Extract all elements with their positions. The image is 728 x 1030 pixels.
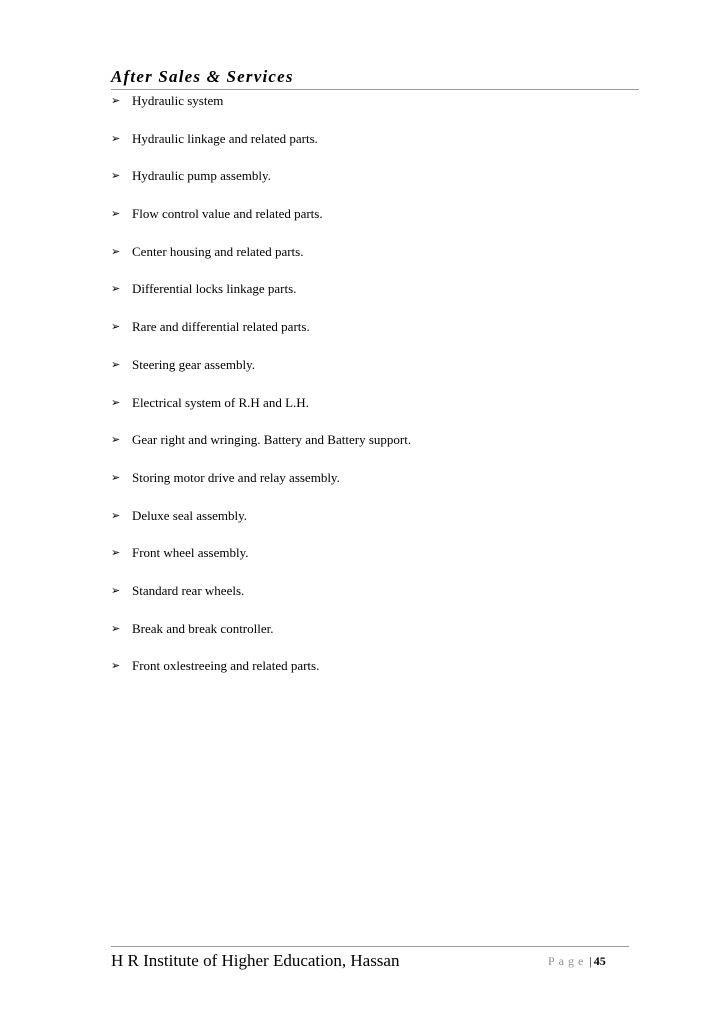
list-item-text: Front wheel assembly.	[132, 545, 249, 561]
list-item-text: Front oxlestreeing and related parts.	[132, 658, 320, 674]
arrow-bullet-icon: ➢	[111, 131, 121, 145]
list-item-text: Rare and differential related parts.	[132, 319, 310, 335]
list-item-text: Flow control value and related parts.	[132, 206, 323, 222]
list-item-text: Electrical system of R.H and L.H.	[132, 394, 309, 410]
header-divider	[111, 89, 639, 90]
list-item	[111, 393, 411, 431]
list-item	[111, 317, 411, 355]
page-separator: |	[589, 954, 592, 968]
list-item	[111, 355, 411, 393]
list-item-text: Standard rear wheels.	[132, 582, 245, 598]
list-item-text: Deluxe seal assembly.	[132, 507, 248, 523]
page-number: 45	[593, 954, 606, 968]
arrow-bullet-icon: ➢	[111, 583, 121, 597]
footer-divider	[111, 946, 629, 947]
arrow-bullet-icon: ➢	[111, 546, 121, 560]
arrow-bullet-icon: ➢	[111, 169, 121, 183]
list-item-text: Hydraulic linkage and related parts.	[132, 130, 318, 146]
arrow-bullet-icon: ➢	[111, 433, 121, 447]
arrow-bullet-icon: ➢	[111, 244, 121, 258]
arrow-bullet-icon: ➢	[111, 94, 121, 107]
list-item	[111, 204, 411, 242]
list-item	[111, 129, 411, 167]
list-item	[111, 91, 411, 129]
footer-institution: H R Institute of Higher Education, Hassan	[111, 951, 400, 970]
list-item-text: Center housing and related parts.	[132, 243, 304, 259]
list-item-text: Differential locks linkage parts.	[132, 281, 297, 297]
arrow-bullet-icon: ➢	[111, 508, 121, 522]
arrow-bullet-icon: ➢	[111, 621, 121, 635]
list-item	[111, 166, 411, 204]
list-item-text: Hydraulic system	[132, 93, 224, 108]
page-label: Page	[548, 954, 588, 968]
header-title: After Sales & Services	[111, 67, 294, 86]
list-item-text: Break and break controller.	[132, 620, 274, 636]
page-indicator	[548, 953, 606, 969]
list-item	[111, 581, 411, 619]
arrow-bullet-icon: ➢	[111, 207, 121, 221]
arrow-bullet-icon: ➢	[111, 357, 121, 371]
arrow-bullet-icon: ➢	[111, 320, 121, 334]
arrow-bullet-icon: ➢	[111, 395, 121, 409]
list-item-text: Steering gear assembly.	[132, 356, 255, 372]
list-item-text: Storing motor drive and relay assembly.	[132, 469, 340, 485]
list-item-text: Hydraulic pump assembly.	[132, 168, 271, 184]
list-item	[111, 279, 411, 317]
list-item	[111, 543, 411, 581]
list-item-text: Gear right and wringing. Battery and Battery support.	[132, 432, 412, 448]
list-item	[111, 506, 411, 544]
arrow-bullet-icon: ➢	[111, 282, 121, 296]
arrow-bullet-icon: ➢	[111, 659, 121, 673]
list-item	[111, 242, 411, 280]
list-item	[111, 619, 411, 657]
list-item	[111, 430, 411, 468]
list-item	[111, 656, 411, 694]
list-item	[111, 468, 411, 506]
arrow-bullet-icon: ➢	[111, 470, 121, 484]
parts-list	[111, 91, 411, 694]
